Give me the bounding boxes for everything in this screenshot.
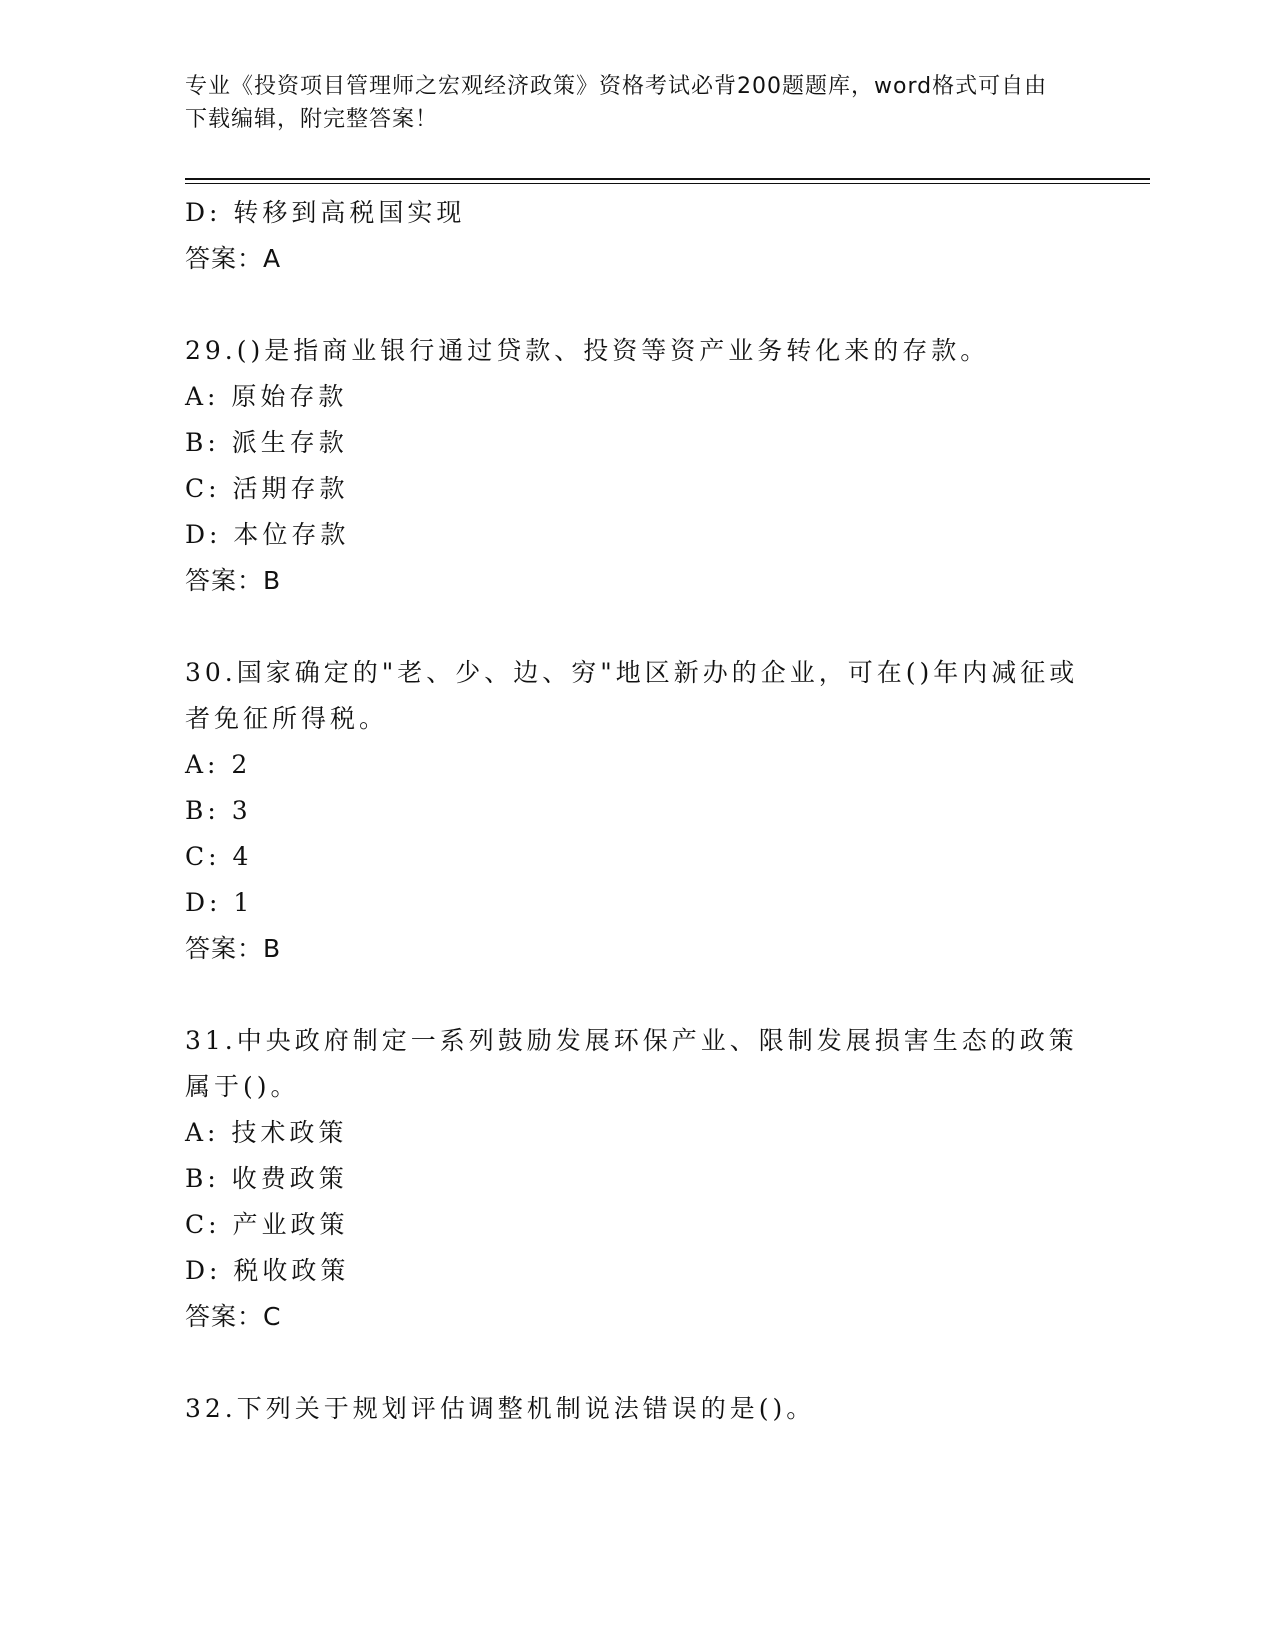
question-stem: 31.中央政府制定一系列鼓励发展环保产业、限制发展损害生态的政策属于()。 [185,1026,1078,1101]
option-d: D: 税收政策 [185,1256,350,1285]
option-a: A: 技术政策 [185,1118,348,1147]
question-32 [185,1386,1085,1432]
answer-line: 答案：B [185,566,282,595]
option-b: B: 3 [185,796,252,825]
answer-line: 答案：A [185,244,282,273]
option-d: D: 本位存款 [185,520,350,549]
option-c: C: 活期存款 [185,474,349,503]
option-b: B: 收费政策 [185,1164,348,1193]
question-stem: 32.下列关于规划评估调整机制说法错误的是()。 [185,1394,816,1423]
answer-line: 答案：C [185,1302,282,1331]
question-29 [185,328,1085,604]
question-stem: 30.国家确定的"老、少、边、穷"地区新办的企业，可在()年内减征或者免征所得税。 [185,658,1079,733]
option-b: B: 派生存款 [185,428,348,457]
answer-line: 答案：B [185,934,282,963]
question-30 [185,650,1085,972]
question-31 [185,1018,1085,1340]
option-a: A: 原始存款 [185,382,348,411]
question-list [185,190,1085,1432]
option-c: C: 产业政策 [185,1210,349,1239]
option-c: C: 4 [185,842,253,871]
document-header: 专业《投资项目管理师之宏观经济政策》资格考试必背200题题库，word格式可自由下载编辑，附完整答案！ [185,74,1048,132]
option-a: A: 2 [185,750,252,779]
header-divider [185,178,1150,180]
option-d: D: 转移到高税国实现 [185,198,466,227]
option-d: D: 1 [185,888,254,917]
header-divider-thin [185,183,1150,184]
question-stem: 29.()是指商业银行通过贷款、投资等资产业务转化来的存款。 [185,336,990,365]
